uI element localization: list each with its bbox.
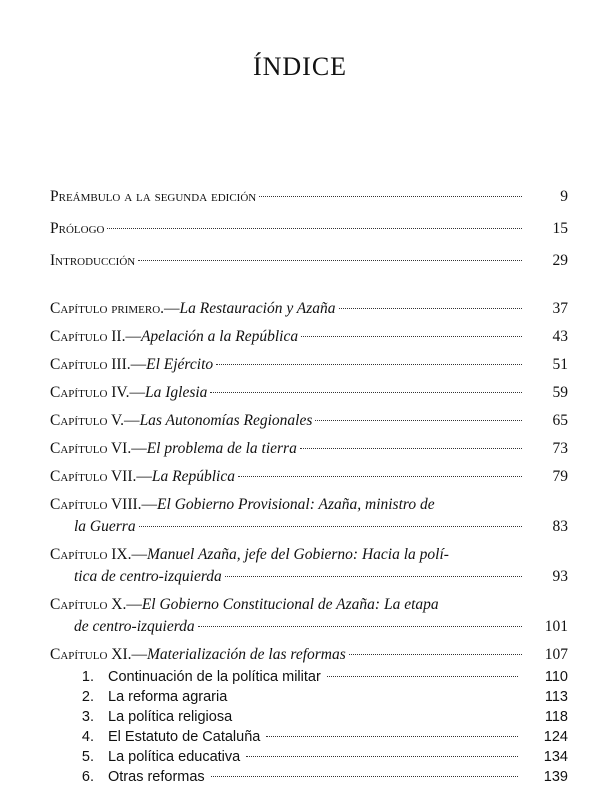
toc-chapter-2 <box>50 326 568 348</box>
dot-leader <box>259 196 522 197</box>
chapter-label: Capítulo XI.— <box>50 646 147 663</box>
dot-leader <box>327 676 518 677</box>
chapter-title: Materialización de las reformas <box>147 646 346 663</box>
toc-page-number: 93 <box>552 568 568 585</box>
table-of-contents <box>50 186 568 787</box>
toc-chapter-4 <box>50 382 568 404</box>
toc-chapter-1 <box>50 298 568 320</box>
toc-page-number: 83 <box>552 518 568 535</box>
toc-chapter-10 <box>50 594 568 638</box>
dot-leader <box>139 526 522 527</box>
chapter-title: La República <box>151 468 235 485</box>
toc-entry-preamble <box>50 186 568 208</box>
toc-subsection-5 <box>50 747 568 767</box>
toc-chapter-5 <box>50 410 568 432</box>
toc-page-number: 59 <box>552 384 568 401</box>
dot-leader <box>233 696 518 697</box>
dot-leader <box>349 654 522 655</box>
dot-leader <box>246 756 518 757</box>
chapter-title: El Ejército <box>146 356 214 373</box>
dot-leader <box>315 420 522 421</box>
toc-entry-label: Preámbulo a la segunda edición <box>50 188 257 205</box>
toc-page-number: 73 <box>552 440 568 457</box>
subsection-label: Otras reformas <box>108 769 205 785</box>
chapter-label: Capítulo VIII.— <box>50 496 158 513</box>
chapter-title-continued: la Guerra <box>74 518 136 535</box>
toc-entry-introduction <box>50 250 568 272</box>
subsection-label: La reforma agraria <box>108 689 228 705</box>
chapter-title-continued: de centro-izquierda <box>74 618 195 635</box>
subsection-label: El Estatuto de Cataluña <box>108 729 261 745</box>
toc-page-number: 110 <box>544 669 568 685</box>
toc-page-number: 37 <box>552 300 568 317</box>
chapter-title: La Restauración y Azaña <box>179 300 336 317</box>
chapter-label: Capítulo VI.— <box>50 440 147 457</box>
dot-leader <box>198 626 522 627</box>
toc-entry-prologue <box>50 218 568 240</box>
dot-leader <box>211 776 518 777</box>
subsection-number: 3. <box>81 709 94 725</box>
toc-page-number: 29 <box>552 252 568 269</box>
toc-subsection-6 <box>50 767 568 787</box>
dot-leader <box>300 448 522 449</box>
dot-leader <box>216 364 522 365</box>
chapter-label: Capítulo IV.— <box>50 384 145 401</box>
toc-chapter-9 <box>50 544 568 588</box>
chapter-label: Capítulo III.— <box>50 356 147 373</box>
subsection-number: 1. <box>81 669 94 685</box>
dot-leader <box>238 716 518 717</box>
chapter-title: El Gobierno Provisional: Azaña, ministro de <box>157 496 435 513</box>
toc-chapter-3 <box>50 354 568 376</box>
toc-page-number: 9 <box>560 188 568 205</box>
toc-page-number: 79 <box>552 468 568 485</box>
toc-page-number: 124 <box>543 729 568 745</box>
toc-subsection-4 <box>50 727 568 747</box>
toc-page-number: 51 <box>552 356 568 373</box>
subsection-number: 6. <box>81 769 94 785</box>
chapter-title: La Iglesia <box>145 384 208 401</box>
toc-chapter-8 <box>50 494 568 538</box>
toc-chapter-11 <box>50 644 568 666</box>
subsection-number: 2. <box>81 689 94 705</box>
toc-page-number: 15 <box>552 220 568 237</box>
chapter-label: Capítulo VII.— <box>50 468 152 485</box>
dot-leader <box>238 476 522 477</box>
toc-page-number: 134 <box>543 749 568 765</box>
dot-leader <box>225 576 522 577</box>
toc-subsection-2 <box>50 687 568 707</box>
dot-leader <box>107 228 522 229</box>
dot-leader <box>301 336 522 337</box>
subsection-label: La política educativa <box>108 749 241 765</box>
page-title: ÍNDICE <box>252 52 348 81</box>
chapter-label: Capítulo X.— <box>50 596 142 613</box>
toc-entry-label: Introducción <box>50 252 136 269</box>
dot-leader <box>138 260 522 261</box>
toc-page-number: 101 <box>544 618 568 635</box>
chapter-label: Capítulo V.— <box>50 412 140 429</box>
toc-page-number: 107 <box>544 646 568 663</box>
dot-leader <box>266 736 518 737</box>
toc-chapter-6 <box>50 438 568 460</box>
toc-chapter-7 <box>50 466 568 488</box>
chapter-title: Manuel Azaña, jefe del Gobierno: Hacia la polí- <box>147 546 449 563</box>
toc-subsection-3 <box>50 707 568 727</box>
chapter-label: Capítulo IX.— <box>50 546 147 563</box>
dot-leader <box>339 308 522 309</box>
subsection-number: 4. <box>81 729 94 745</box>
subsection-label: Continuación de la política militar <box>108 669 321 685</box>
toc-page-number: 113 <box>544 689 568 705</box>
chapter-title: Apelación a la República <box>140 328 299 345</box>
toc-page-number: 65 <box>552 412 568 429</box>
chapter-title: Las Autonomías Regionales <box>139 412 313 429</box>
chapter-title: El Gobierno Constitucional de Azaña: La etapa <box>141 596 439 613</box>
subsection-number: 5. <box>81 749 94 765</box>
chapter-label: Capítulo II.— <box>50 328 141 345</box>
chapter-title: El problema de la tierra <box>146 440 297 457</box>
toc-subsection-1 <box>50 667 568 687</box>
chapter-title-continued: tica de centro-izquierda <box>74 568 222 585</box>
toc-entry-label: Prólogo <box>50 220 105 237</box>
toc-page-number: 118 <box>544 709 568 725</box>
dot-leader <box>210 392 522 393</box>
subsection-label: La política religiosa <box>108 709 233 725</box>
chapter-label: Capítulo primero.— <box>50 300 180 317</box>
toc-page-number: 139 <box>543 769 568 785</box>
toc-page-number: 43 <box>552 328 568 345</box>
